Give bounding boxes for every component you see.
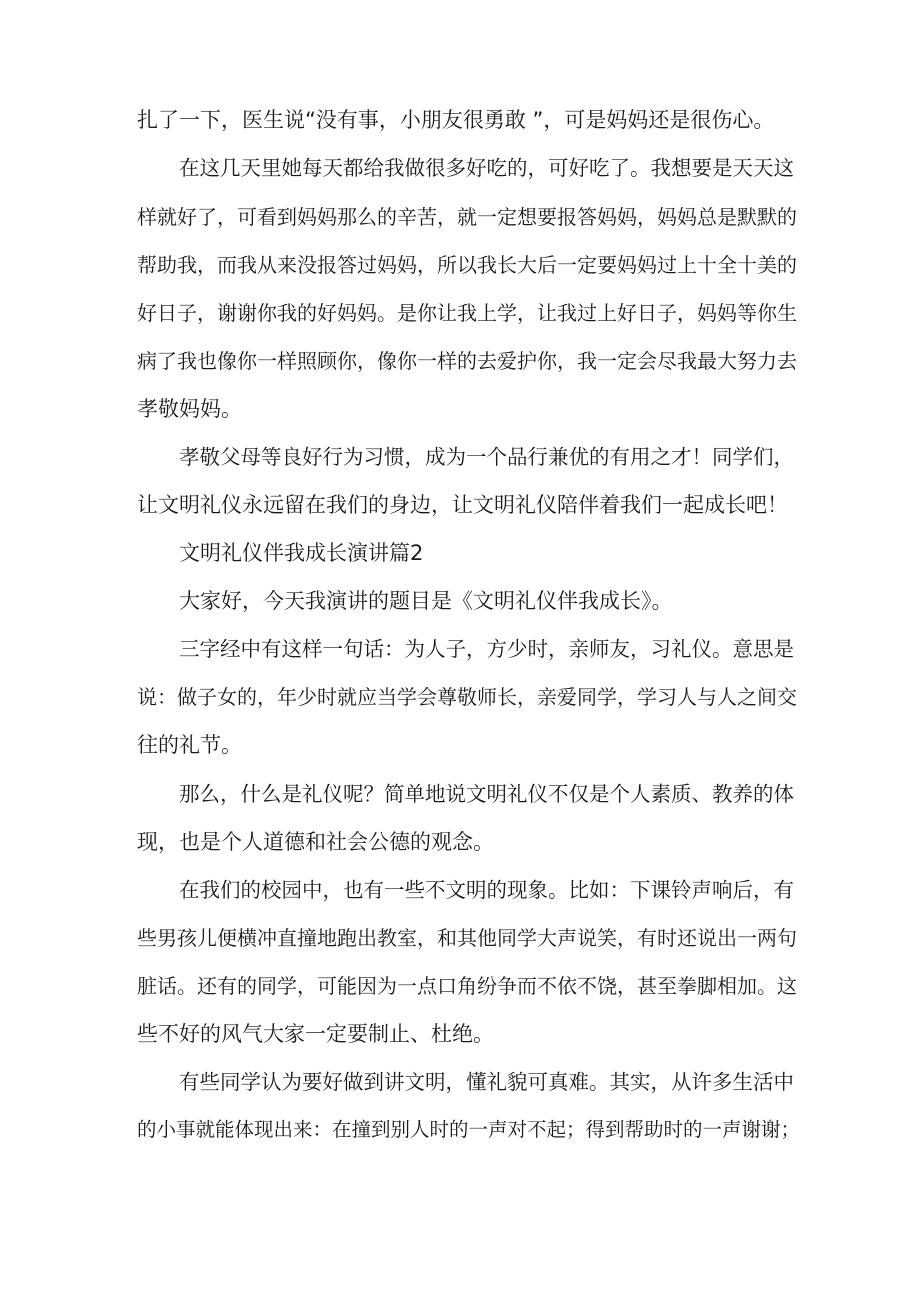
text-line: 有些同学认为要好做到讲文明，懂礼貌可真难。其实，从许多生活中 <box>179 1070 794 1094</box>
text-line: 些男孩儿便横冲直撞地跑出教室，和其他同学大声说笑，有时还说出一两句 <box>137 926 797 950</box>
text-line: 大家好，今天我演讲的题目是《文明礼仪伴我成长》。 <box>179 589 673 613</box>
text-line: 脏话。还有的同学，可能因为一点口角纷争而不依不饶，甚至拳脚相加。这 <box>137 974 797 998</box>
text-line: 现，也是个人道德和社会公德的观念。 <box>137 830 494 854</box>
text-line: 三字经中有这样一句话：为人子，方少时，亲师友，习礼仪。意思是 <box>179 637 794 661</box>
text-line: 些不好的风气大家一定要制止、杜绝。 <box>137 1022 494 1046</box>
text-line: 扎了一下，医生说“没有事，小朋友很勇敢 ”，可是妈妈还是很伤心。 <box>137 108 775 132</box>
text-line: 往的礼节。 <box>137 733 242 757</box>
text-line: 好日子，谢谢你我的好妈妈。是你让我上学，让我过上好日子，妈妈等你生 <box>137 301 797 325</box>
text-line: 帮助我，而我从来没报答过妈妈，所以我长大后一定要妈妈过上十全十美的 <box>137 253 797 277</box>
text-line: 那么，什么是礼仪呢？简单地说文明礼仪不仅是个人素质、教养的体 <box>179 782 794 806</box>
text-line: 在这几天里她每天都给我做很多好吃的，可好吃了。我想要是天天这 <box>179 156 794 180</box>
text-line: 孝敬妈妈。 <box>137 397 242 421</box>
text-line: 让文明礼仪永远留在我们的身边，让文明礼仪陪伴着我们一起成长吧！ <box>137 493 788 517</box>
text-line: 在我们的校园中，也有一些不文明的现象。比如：下课铃声响后，有 <box>179 878 794 902</box>
text-line: 孝敬父母等良好行为习惯，成为一个品行兼优的有用之才！同学们， <box>179 445 794 469</box>
text-line: 的小事就能体现出来：在撞到别人时的一声对不起；得到帮助时的一声谢谢； <box>137 1118 801 1141</box>
text-line: 样就好了，可看到妈妈那么的辛苦，就一定想要报答妈妈，妈妈总是默默的 <box>137 205 797 229</box>
text-line: 说：做子女的，年少时就应当学会尊敬师长，亲爱同学，学习人与人之间交 <box>137 685 797 709</box>
text-line: 病了我也像你一样照顾你，像你一样的去爱护你，我一定会尽我最大努力去 <box>137 349 797 373</box>
section-heading: 文明礼仪伴我成长演讲篇2 <box>179 541 424 565</box>
